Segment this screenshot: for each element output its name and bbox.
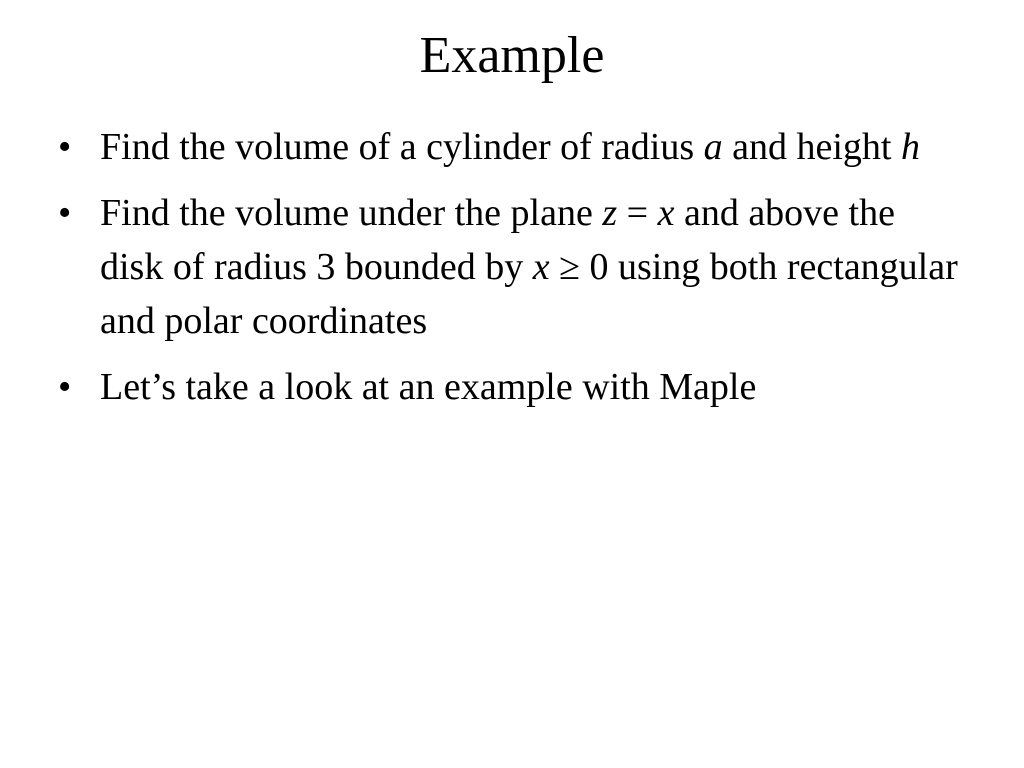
slide-title: Example [419,27,605,84]
bullet-text [100,366,756,408]
variable-a: a [703,126,723,168]
bullet-text [100,192,958,342]
text-run: Find the volume under the plane [100,192,603,234]
variable-z: z [602,192,618,234]
bullet-text [100,126,920,168]
bullet-list [58,120,958,426]
bullet-dot-icon: • [58,366,72,408]
variable-h: h [901,126,920,168]
text-run: Let’s take a look at an example with Maple [100,366,757,408]
variable-x: x [657,192,675,234]
text-run: Find the volume of a cylinder of radius [100,126,704,168]
text-run: and height [722,126,901,168]
bullet-item-cylinder-volume [58,120,958,174]
bullet-item-maple-example [58,360,958,414]
bullet-dot-icon: • [58,192,72,234]
variable-x: x [532,246,550,288]
bullet-dot-icon: • [58,126,72,168]
text-run: and above the disk of radius 3 bounded by [100,192,895,288]
text-run: = [617,192,658,234]
bullet-item-plane-volume [58,186,958,348]
text-run: ≥ 0 using both rectangular and polar coordinates [100,246,958,342]
